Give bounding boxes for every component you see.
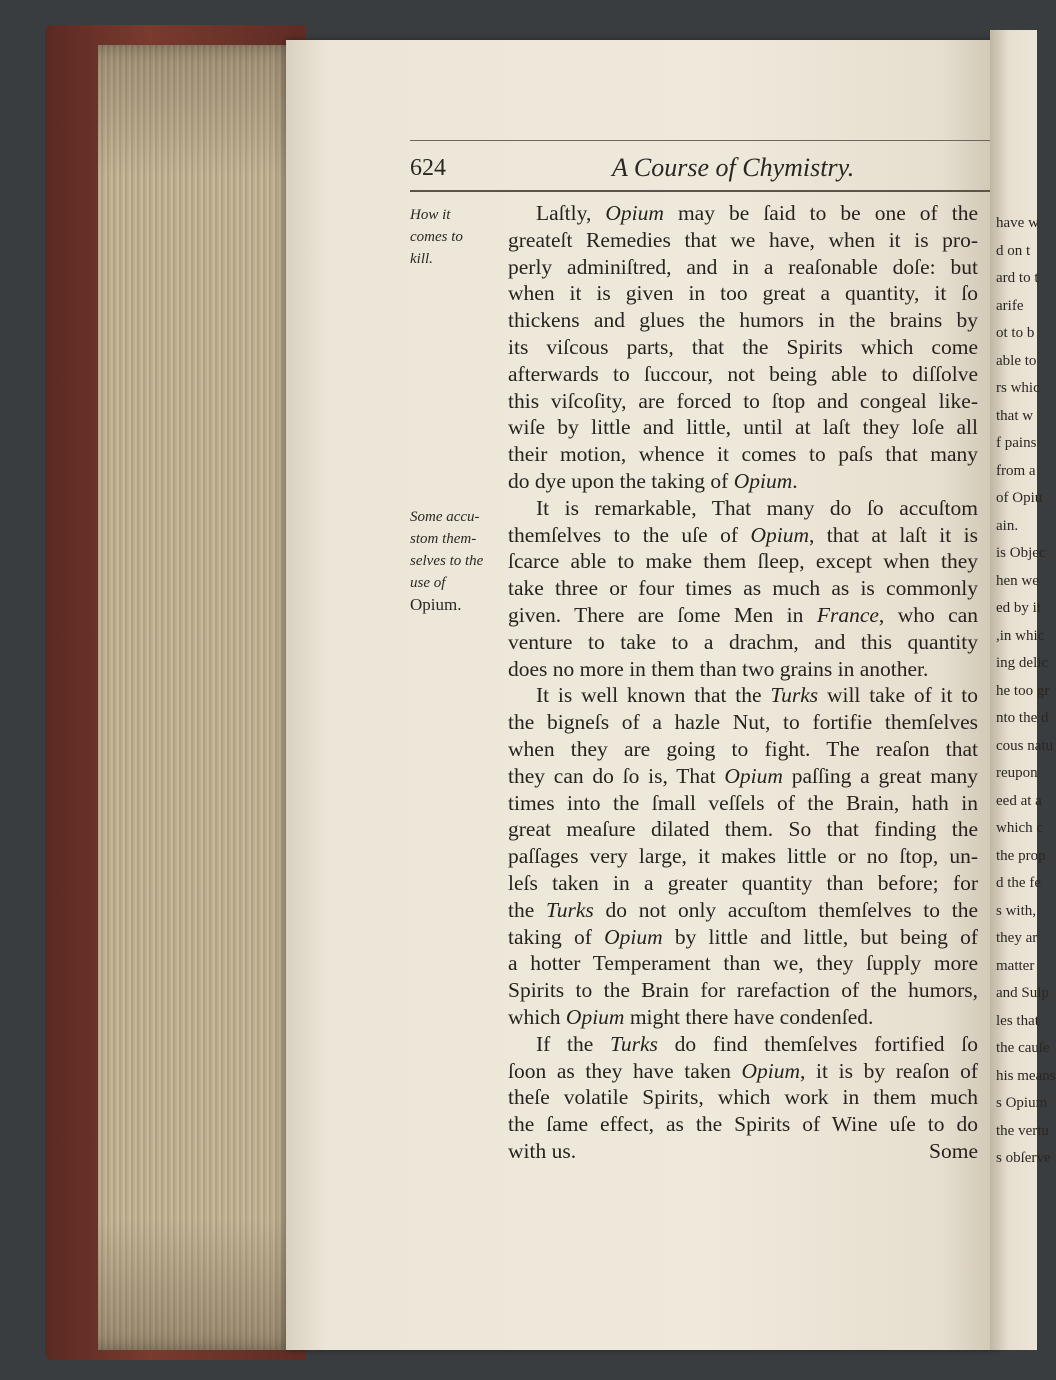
text-line: afterwards to ſuccour, not being able to diſſolve xyxy=(508,361,978,386)
text-line: the bigneſs of a hazle Nut, to fortifie themſelves xyxy=(508,710,978,735)
text-line: taking of Opium by little and little, but being of xyxy=(508,924,978,949)
margin-note-accustom xyxy=(410,506,502,616)
catchword: Some xyxy=(929,1138,978,1163)
paragraph xyxy=(508,495,978,683)
text-line: themſelves to the uſe of Opium, that at laſt it is xyxy=(508,522,978,547)
facing-page-fragment: the vertu xyxy=(996,1122,1049,1139)
page-number: 624 xyxy=(410,155,446,181)
facing-page-fragment: from a xyxy=(996,462,1036,479)
facing-page-fragment: eed at a xyxy=(996,792,1042,809)
text-line: does no more in them than two grains in another. xyxy=(508,656,929,681)
facing-page-fragment: able to xyxy=(996,352,1037,369)
text-line: paſſages very large, it makes little or no ſtop, un- xyxy=(508,844,978,869)
facing-page-fragment: and Sulp xyxy=(996,985,1049,1001)
facing-page-fragment: reupon xyxy=(996,765,1038,781)
margin-note-line: Opium. xyxy=(410,595,462,614)
facing-page-fragment: s with, xyxy=(996,902,1037,919)
text-line: It is well known that the Turks will take of it to xyxy=(536,683,978,708)
paragraph xyxy=(508,682,978,1030)
header-rule xyxy=(410,190,990,192)
facing-page-fragment: is Objec xyxy=(996,545,1046,561)
text-line: ſoon as they have taken Opium, it is by reaſon of xyxy=(508,1058,978,1083)
margin-note-line: kill. xyxy=(410,251,433,267)
facing-page-fragment: hen we xyxy=(996,572,1039,589)
text-line: If the Turks do find themſelves fortified ſo xyxy=(536,1031,978,1056)
facing-page-fragment: f pains xyxy=(996,435,1037,451)
text-line: given. There are ſome Men in France, who can xyxy=(508,602,978,627)
facing-page-fragment: his means xyxy=(996,1067,1056,1084)
facing-page-fragment: s Opium xyxy=(996,1095,1048,1111)
margin-note-line: How it xyxy=(410,207,451,223)
text-line: theſe volatile Spirits, which work in them much xyxy=(508,1085,978,1110)
facing-page-fragment: ,in whic xyxy=(996,627,1045,644)
text-line: their motion, whence it comes to paſs that many xyxy=(508,442,978,467)
margin-note-line: Some accu- xyxy=(410,509,480,525)
facing-page-fragment: arife xyxy=(996,297,1024,314)
margin-note-line: use of xyxy=(410,575,446,591)
facing-page-fragment: that w xyxy=(996,407,1034,424)
text-line: venture to take to a drachm, and this quantity xyxy=(508,629,978,654)
facing-page-fragment: ing delic xyxy=(996,655,1049,671)
facing-page-fragment: which c xyxy=(996,820,1044,836)
facing-page-fragment: d the fe xyxy=(996,875,1041,891)
facing-page-fragment: les that xyxy=(996,1012,1039,1029)
facing-page-fragment: ard to t xyxy=(996,270,1039,286)
text-line: take three or four times as much as is commonly xyxy=(508,576,978,601)
text-line: this viſcoſity, are forced to ſtop and congeal like- xyxy=(508,388,978,413)
paragraph xyxy=(508,200,978,495)
margin-note-line: stom them- xyxy=(410,531,477,547)
facing-page-fragment: s obſerve xyxy=(996,1150,1051,1166)
text-line: times into the ſmall veſſels of the Brain, hath in xyxy=(508,790,978,815)
facing-page-edge xyxy=(990,30,1056,1350)
facing-page-fragment: nto the d xyxy=(996,710,1049,726)
text-line: ſcarce able to make them ſleep, except when they xyxy=(508,549,978,574)
facing-page-fragment: ed by it xyxy=(996,600,1041,616)
margin-note-line: selves to the xyxy=(410,553,484,569)
facing-page-fragment: ot to b xyxy=(996,325,1035,341)
facing-page-fragment: have w xyxy=(996,215,1039,231)
text-line: Spirits to the Brain for rarefaction of the humors, xyxy=(508,978,978,1003)
text-line: a hotter Temperament than we, they ſupply more xyxy=(508,951,978,976)
text-line: the ſame effect, as the Spirits of Wine uſe to do xyxy=(508,1112,978,1137)
text-line: when they are going to fight. The reaſon that xyxy=(508,736,978,761)
text-line: wiſe by little and little, until at laſt they loſe all xyxy=(508,415,978,440)
body-text xyxy=(508,200,978,1165)
text-line: thickens and glues the humors in the brains by xyxy=(508,308,978,333)
text-line: Laſtly, Opium may be ſaid to be one of the xyxy=(536,201,978,225)
text-line: the Turks do not only accuſtom themſelves to the xyxy=(508,897,978,922)
facing-page-fragment: d on t xyxy=(996,242,1031,259)
text-line: do dye upon the taking of Opium. xyxy=(508,468,798,493)
fore-edge-shade xyxy=(98,45,298,1350)
text-line: when it is given in too great a quantity, it ſo xyxy=(508,281,978,306)
facing-page-fragment: rs whic xyxy=(996,380,1040,396)
facing-page-fragment: ain. xyxy=(996,517,1019,534)
text-line: they can do ſo is, That Opium paſſing a great many xyxy=(508,763,978,788)
text-line: greateſt Remedies that we have, when it is pro- xyxy=(508,227,978,252)
facing-page-fragment: the cauſe xyxy=(996,1040,1050,1056)
text-line: It is remarkable, That many do ſo accuſtom xyxy=(536,495,978,520)
running-title: A Course of Chymistry. xyxy=(612,153,855,182)
text-line: its viſcous parts, that the Spirits which come xyxy=(508,334,978,359)
facing-page-fragment: they ar xyxy=(996,930,1038,946)
top-rule xyxy=(410,140,990,141)
margin-note-how-it-kills xyxy=(410,204,502,270)
margin-note-line: comes to xyxy=(410,229,463,245)
facing-page-fragment: cous natu xyxy=(996,737,1054,754)
facing-page-fragment: matter xyxy=(996,957,1035,974)
facing-page-fragment: of Opiu xyxy=(996,490,1043,506)
facing-page-fragment: he too gr xyxy=(996,682,1050,699)
facing-page-fragment: the prop xyxy=(996,847,1046,864)
text-line: with us. xyxy=(508,1138,577,1163)
text-line: which Opium might there have condenſed. xyxy=(508,1004,874,1029)
text-line: leſs taken in a greater quantity than before; for xyxy=(508,870,978,895)
text-line: perly adminiſtred, and in a reaſonable doſe: but xyxy=(508,254,978,279)
text-line: great meaſure dilated them. So that finding the xyxy=(508,817,978,842)
